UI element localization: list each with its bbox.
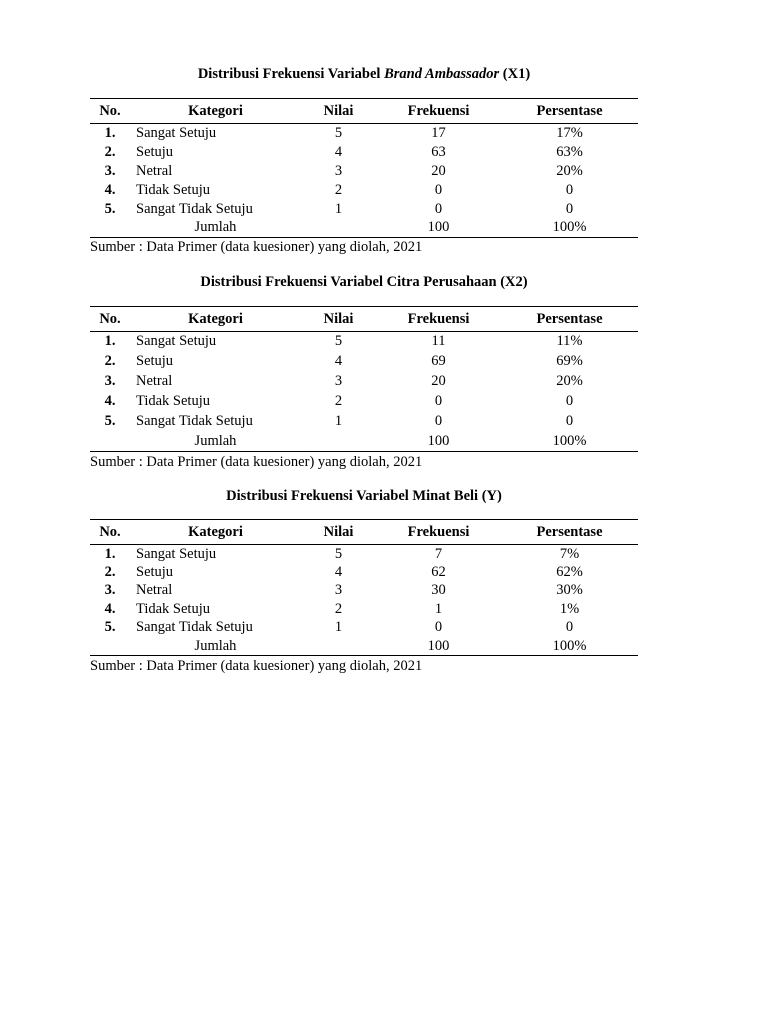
header-kategori: Kategori bbox=[130, 520, 301, 545]
title-prefix: Distribusi Frekuensi Variabel Minat Beli (Y) bbox=[226, 488, 502, 504]
row-no: 1. bbox=[104, 545, 116, 562]
header-persentase: Persentase bbox=[501, 520, 638, 545]
table-row bbox=[90, 619, 638, 638]
row-no: 2. bbox=[104, 563, 116, 580]
row-kategori: Sangat Tidak Setuju bbox=[136, 200, 253, 217]
total-label: Jumlah bbox=[130, 219, 301, 238]
title-prefix: Distribusi Frekuensi Variabel bbox=[197, 66, 385, 82]
row-kategori: Sangat Setuju bbox=[136, 545, 217, 562]
row-no: 3. bbox=[104, 373, 116, 389]
row-nilai: 1 bbox=[334, 619, 343, 636]
total-no bbox=[90, 432, 130, 452]
total-frekuensi: 100 bbox=[376, 637, 501, 656]
header-frekuensi: Frekuensi bbox=[376, 99, 501, 124]
header-frekuensi: Frekuensi bbox=[376, 307, 501, 332]
row-kategori: Setuju bbox=[136, 143, 174, 160]
table-row bbox=[90, 563, 638, 582]
row-persentase: 62% bbox=[556, 563, 583, 580]
row-nilai: 5 bbox=[334, 545, 343, 562]
row-kategori: Sangat Setuju bbox=[136, 124, 217, 141]
row-persentase: 7% bbox=[559, 545, 580, 562]
frequency-table-x2 bbox=[90, 306, 638, 452]
row-no: 4. bbox=[104, 181, 116, 198]
table-row bbox=[90, 582, 638, 601]
row-frekuensi: 0 bbox=[434, 413, 443, 429]
total-persentase: 100% bbox=[501, 219, 638, 238]
row-frekuensi: 0 bbox=[434, 200, 443, 217]
row-persentase: 63% bbox=[556, 143, 583, 160]
row-persentase: 0 bbox=[565, 413, 574, 429]
total-persentase: 100% bbox=[501, 432, 638, 452]
row-frekuensi: 30 bbox=[431, 582, 446, 599]
title-prefix: Distribusi Frekuensi Variabel Citra Perusahaan (X2) bbox=[200, 274, 528, 290]
table-row bbox=[90, 372, 638, 392]
row-no: 2. bbox=[104, 353, 116, 369]
row-no: 3. bbox=[104, 162, 116, 179]
table-row bbox=[90, 545, 638, 564]
row-kategori: Netral bbox=[136, 162, 173, 179]
row-kategori: Netral bbox=[136, 582, 173, 599]
row-nilai: 1 bbox=[334, 413, 343, 429]
row-frekuensi: 1 bbox=[434, 600, 443, 617]
row-persentase: 69% bbox=[556, 353, 583, 369]
table-header-row bbox=[90, 99, 638, 124]
header-nilai: Nilai bbox=[301, 520, 376, 545]
row-nilai: 3 bbox=[334, 373, 343, 389]
table-row bbox=[90, 332, 638, 352]
total-no bbox=[90, 637, 130, 656]
row-kategori: Setuju bbox=[136, 353, 174, 369]
total-nilai bbox=[301, 432, 376, 452]
row-no: 5. bbox=[104, 619, 116, 636]
total-persentase: 100% bbox=[501, 637, 638, 656]
row-kategori: Sangat Tidak Setuju bbox=[136, 413, 253, 429]
row-frekuensi: 63 bbox=[431, 143, 446, 160]
row-nilai: 4 bbox=[334, 563, 343, 580]
row-nilai: 5 bbox=[334, 124, 343, 141]
row-nilai: 4 bbox=[334, 353, 343, 369]
total-nilai bbox=[301, 219, 376, 238]
header-no: No. bbox=[90, 307, 130, 332]
row-kategori: Netral bbox=[136, 373, 173, 389]
row-kategori: Tidak Setuju bbox=[136, 600, 210, 617]
row-frekuensi: 17 bbox=[431, 124, 446, 141]
row-kategori: Sangat Setuju bbox=[136, 333, 217, 350]
total-label: Jumlah bbox=[130, 637, 301, 656]
header-no: No. bbox=[90, 520, 130, 545]
header-kategori: Kategori bbox=[130, 307, 301, 332]
table-header-row bbox=[90, 520, 638, 545]
row-persentase: 20% bbox=[556, 373, 583, 389]
table-row bbox=[90, 124, 638, 143]
total-no bbox=[90, 219, 130, 238]
table-header-row bbox=[90, 307, 638, 332]
table-row bbox=[90, 392, 638, 412]
row-frekuensi: 11 bbox=[431, 333, 446, 350]
row-frekuensi: 20 bbox=[431, 373, 446, 389]
header-kategori: Kategori bbox=[130, 99, 301, 124]
header-nilai: Nilai bbox=[301, 307, 376, 332]
row-persentase: 0 bbox=[565, 181, 574, 198]
row-nilai: 4 bbox=[334, 143, 343, 160]
row-nilai: 2 bbox=[334, 600, 343, 617]
frequency-table-y bbox=[90, 519, 638, 656]
table-row bbox=[90, 181, 638, 200]
row-frekuensi: 69 bbox=[431, 353, 446, 369]
row-persentase: 30% bbox=[556, 582, 583, 599]
table-total-row bbox=[90, 219, 638, 238]
row-kategori: Tidak Setuju bbox=[136, 181, 210, 198]
row-frekuensi: 0 bbox=[434, 393, 443, 409]
row-kategori: Tidak Setuju bbox=[136, 393, 210, 409]
row-persentase: 0 bbox=[565, 200, 574, 217]
row-no: 4. bbox=[104, 600, 116, 617]
row-persentase: 0 bbox=[565, 393, 574, 409]
row-frekuensi: 0 bbox=[434, 619, 443, 636]
header-nilai: Nilai bbox=[301, 99, 376, 124]
row-nilai: 3 bbox=[334, 162, 343, 179]
total-label: Jumlah bbox=[130, 432, 301, 452]
row-frekuensi: 0 bbox=[434, 181, 443, 198]
total-frekuensi: 100 bbox=[376, 432, 501, 452]
frequency-table-x1 bbox=[90, 98, 638, 238]
row-persentase: 11% bbox=[556, 333, 583, 350]
row-no: 5. bbox=[104, 413, 116, 429]
row-frekuensi: 62 bbox=[431, 563, 446, 580]
table-row bbox=[90, 200, 638, 219]
row-kategori: Setuju bbox=[136, 563, 174, 580]
table-row bbox=[90, 600, 638, 619]
row-no: 5. bbox=[104, 200, 116, 217]
row-nilai: 5 bbox=[334, 333, 343, 350]
row-persentase: 17% bbox=[556, 124, 583, 141]
title-emphasis: Brand Ambassador bbox=[384, 66, 500, 82]
row-persentase: 1% bbox=[559, 600, 580, 617]
table-title-y bbox=[90, 487, 638, 505]
row-frekuensi: 7 bbox=[434, 545, 443, 562]
row-nilai: 3 bbox=[334, 582, 343, 599]
total-nilai bbox=[301, 637, 376, 656]
table-total-row bbox=[90, 432, 638, 452]
row-no: 1. bbox=[104, 333, 116, 350]
table-title-x2 bbox=[90, 273, 638, 291]
row-persentase: 0 bbox=[565, 619, 574, 636]
header-persentase: Persentase bbox=[501, 99, 638, 124]
row-frekuensi: 20 bbox=[431, 162, 446, 179]
row-nilai: 2 bbox=[334, 181, 343, 198]
table-title-x1 bbox=[90, 65, 638, 83]
source-note-y: Sumber : Data Primer (data kuesioner) yang diolah, 2021 bbox=[90, 658, 423, 674]
row-no: 4. bbox=[104, 393, 116, 409]
table-row bbox=[90, 162, 638, 181]
row-nilai: 1 bbox=[334, 200, 343, 217]
header-no: No. bbox=[90, 99, 130, 124]
row-no: 3. bbox=[104, 582, 116, 599]
row-nilai: 2 bbox=[334, 393, 343, 409]
title-suffix: (X1) bbox=[499, 66, 531, 82]
source-note-x1: Sumber : Data Primer (data kuesioner) yang diolah, 2021 bbox=[90, 239, 423, 255]
row-no: 2. bbox=[104, 143, 116, 160]
header-persentase: Persentase bbox=[501, 307, 638, 332]
row-no: 1. bbox=[104, 124, 116, 141]
row-kategori: Sangat Tidak Setuju bbox=[136, 619, 253, 636]
source-note-x2: Sumber : Data Primer (data kuesioner) yang diolah, 2021 bbox=[90, 454, 423, 470]
header-frekuensi: Frekuensi bbox=[376, 520, 501, 545]
table-row bbox=[90, 412, 638, 432]
total-frekuensi: 100 bbox=[376, 219, 501, 238]
table-total-row bbox=[90, 637, 638, 656]
table-row bbox=[90, 143, 638, 162]
table-row bbox=[90, 352, 638, 372]
row-persentase: 20% bbox=[556, 162, 583, 179]
